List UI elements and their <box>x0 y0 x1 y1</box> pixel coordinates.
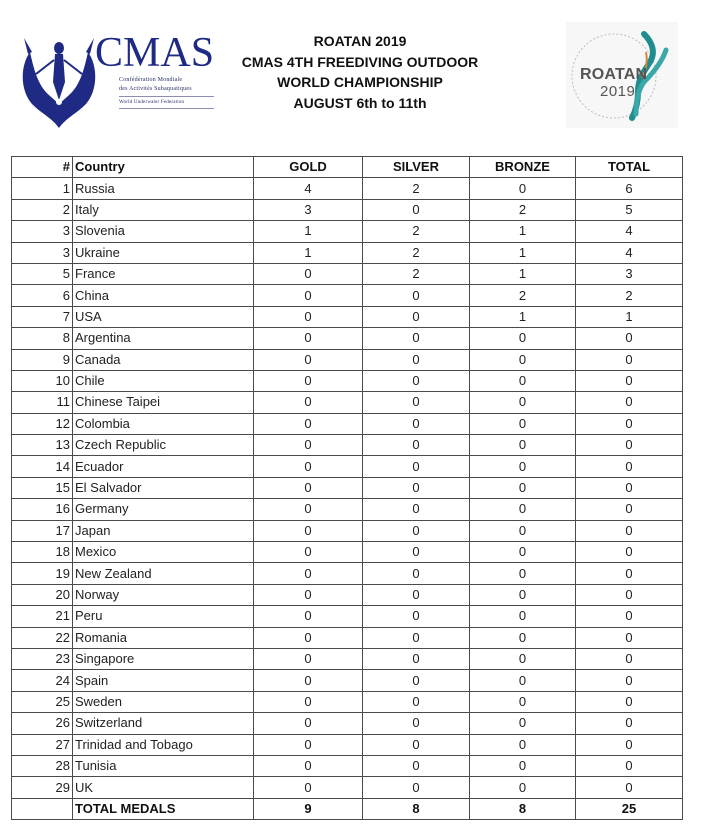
gold-cell: 0 <box>254 648 363 669</box>
silver-cell: 0 <box>363 499 470 520</box>
rank-cell: 7 <box>12 306 73 327</box>
rank-cell: 28 <box>12 755 73 776</box>
table-row <box>12 242 683 263</box>
silver-cell: 0 <box>363 370 470 391</box>
table-row <box>12 542 683 563</box>
table-row <box>12 349 683 370</box>
silver-cell: 2 <box>363 242 470 263</box>
gold-cell: 0 <box>254 734 363 755</box>
column-header-silver: SILVER <box>363 157 470 178</box>
country-cell: Colombia <box>73 413 254 434</box>
total-cell: 0 <box>576 670 683 691</box>
cmas-divider <box>119 96 214 97</box>
bronze-cell: 0 <box>470 691 576 712</box>
total-cell: 0 <box>576 563 683 584</box>
table-row <box>12 263 683 284</box>
bronze-cell: 0 <box>470 178 576 199</box>
country-cell: Switzerland <box>73 713 254 734</box>
silver-cell: 0 <box>363 520 470 541</box>
table-body <box>12 178 683 798</box>
total-cell: 0 <box>576 435 683 456</box>
silver-cell: 0 <box>363 435 470 456</box>
total-cell: 0 <box>576 499 683 520</box>
gold-cell: 0 <box>254 285 363 306</box>
table-row <box>12 691 683 712</box>
rank-cell: 14 <box>12 456 73 477</box>
event-title-line: AUGUST 6th to 11th <box>293 94 427 111</box>
country-cell: Japan <box>73 520 254 541</box>
table-row <box>12 477 683 498</box>
country-cell: Italy <box>73 199 254 220</box>
event-title-line: ROATAN 2019 <box>313 33 407 49</box>
bronze-cell: 1 <box>470 263 576 284</box>
bronze-cell: 0 <box>470 349 576 370</box>
roatan-logo-year: 2019 <box>600 83 636 100</box>
gold-cell: 0 <box>254 306 363 327</box>
rank-cell: 8 <box>12 328 73 349</box>
rank-cell: 24 <box>12 670 73 691</box>
silver-cell: 0 <box>363 413 470 434</box>
total-medals-row <box>12 798 683 819</box>
table-row <box>12 734 683 755</box>
bronze-cell: 0 <box>470 755 576 776</box>
silver-cell: 0 <box>363 755 470 776</box>
bronze-cell: 0 <box>470 370 576 391</box>
country-cell: Russia <box>73 178 254 199</box>
gold-cell: 0 <box>254 713 363 734</box>
silver-cell: 0 <box>363 670 470 691</box>
total-cell: 0 <box>576 691 683 712</box>
gold-cell: 0 <box>254 349 363 370</box>
bronze-cell: 0 <box>470 777 576 798</box>
country-cell: Germany <box>73 499 254 520</box>
country-cell: New Zealand <box>73 563 254 584</box>
cmas-wordmark: CMAS <box>95 30 215 76</box>
table-row <box>12 221 683 242</box>
bronze-cell: 2 <box>470 199 576 220</box>
rank-cell: 13 <box>12 435 73 456</box>
country-cell: UK <box>73 777 254 798</box>
table-row <box>12 584 683 605</box>
total-cell: 1 <box>576 306 683 327</box>
country-cell: Canada <box>73 349 254 370</box>
country-cell: El Salvador <box>73 477 254 498</box>
cmas-subtitle-line3: World Underwater Federation <box>119 100 185 105</box>
country-cell: Singapore <box>73 648 254 669</box>
total-cell: 0 <box>576 477 683 498</box>
rank-cell: 12 <box>12 413 73 434</box>
country-cell: Czech Republic <box>73 435 254 456</box>
silver-cell: 0 <box>363 606 470 627</box>
bronze-cell: 2 <box>470 285 576 306</box>
total-cell: 2 <box>576 285 683 306</box>
gold-cell: 0 <box>254 755 363 776</box>
rank-cell: 18 <box>12 542 73 563</box>
table-row <box>12 713 683 734</box>
gold-cell: 0 <box>254 435 363 456</box>
table-row <box>12 285 683 306</box>
roatan-logo-name: ROATAN <box>580 66 648 83</box>
country-cell: Sweden <box>73 691 254 712</box>
column-header-rank: # <box>12 157 73 178</box>
country-cell: USA <box>73 306 254 327</box>
country-cell: Spain <box>73 670 254 691</box>
roatan-2019-logo <box>566 22 678 128</box>
country-cell: Mexico <box>73 542 254 563</box>
country-cell: Chile <box>73 370 254 391</box>
rank-cell: 1 <box>12 178 73 199</box>
total-cell: 0 <box>576 755 683 776</box>
column-header-bronze: BRONZE <box>470 157 576 178</box>
rank-cell: 3 <box>12 221 73 242</box>
total-cell: 0 <box>576 328 683 349</box>
rank-cell: 9 <box>12 349 73 370</box>
silver-cell: 0 <box>363 713 470 734</box>
table-row <box>12 178 683 199</box>
table-row <box>12 563 683 584</box>
silver-cell: 0 <box>363 563 470 584</box>
rank-cell: 27 <box>12 734 73 755</box>
cmas-divider <box>119 108 214 109</box>
bronze-cell: 0 <box>470 670 576 691</box>
silver-cell: 0 <box>363 349 470 370</box>
rank-cell: 21 <box>12 606 73 627</box>
total-cell: 5 <box>576 199 683 220</box>
rank-cell: 25 <box>12 691 73 712</box>
table-row <box>12 199 683 220</box>
total-total: 25 <box>576 798 683 819</box>
country-cell: Ecuador <box>73 456 254 477</box>
silver-cell: 0 <box>363 734 470 755</box>
gold-cell: 0 <box>254 691 363 712</box>
bronze-cell: 0 <box>470 713 576 734</box>
rank-cell: 17 <box>12 520 73 541</box>
gold-cell: 0 <box>254 670 363 691</box>
table-row <box>12 328 683 349</box>
silver-cell: 0 <box>363 306 470 327</box>
country-cell: Ukraine <box>73 242 254 263</box>
gold-cell: 0 <box>254 563 363 584</box>
event-title-line: CMAS 4TH FREEDIVING OUTDOOR <box>241 53 479 70</box>
gold-cell: 0 <box>254 413 363 434</box>
total-silver: 8 <box>363 798 470 819</box>
silver-cell: 2 <box>363 221 470 242</box>
rank-cell: 6 <box>12 285 73 306</box>
gold-cell: 0 <box>254 499 363 520</box>
silver-cell: 0 <box>363 392 470 413</box>
table-row <box>12 606 683 627</box>
total-cell: 0 <box>576 777 683 798</box>
event-title <box>230 31 490 113</box>
rank-cell: 26 <box>12 713 73 734</box>
total-cell: 4 <box>576 242 683 263</box>
rank-cell: 11 <box>12 392 73 413</box>
gold-cell: 0 <box>254 606 363 627</box>
total-bronze: 8 <box>470 798 576 819</box>
rank-cell: 29 <box>12 777 73 798</box>
cmas-subtitle-line2: des Activités Subaquatiques <box>119 86 192 92</box>
total-cell: 0 <box>576 713 683 734</box>
gold-cell: 1 <box>254 242 363 263</box>
total-cell: 0 <box>576 606 683 627</box>
country-cell: Peru <box>73 606 254 627</box>
country-cell: Norway <box>73 584 254 605</box>
country-cell: Trinidad and Tobago <box>73 734 254 755</box>
country-cell: China <box>73 285 254 306</box>
table-row <box>12 755 683 776</box>
column-header-total: TOTAL <box>576 157 683 178</box>
country-cell: Chinese Taipei <box>73 392 254 413</box>
table-row <box>12 648 683 669</box>
bronze-cell: 0 <box>470 606 576 627</box>
silver-cell: 0 <box>363 477 470 498</box>
rank-cell: 23 <box>12 648 73 669</box>
silver-cell: 0 <box>363 285 470 306</box>
silver-cell: 0 <box>363 648 470 669</box>
total-rank-cell <box>12 798 73 819</box>
bronze-cell: 0 <box>470 584 576 605</box>
silver-cell: 2 <box>363 263 470 284</box>
gold-cell: 1 <box>254 221 363 242</box>
silver-cell: 0 <box>363 777 470 798</box>
gold-cell: 3 <box>254 199 363 220</box>
rank-cell: 3 <box>12 242 73 263</box>
country-cell: Argentina <box>73 328 254 349</box>
silver-cell: 0 <box>363 627 470 648</box>
silver-cell: 0 <box>363 584 470 605</box>
table-row <box>12 370 683 391</box>
total-cell: 0 <box>576 392 683 413</box>
total-cell: 0 <box>576 349 683 370</box>
total-cell: 0 <box>576 584 683 605</box>
country-cell: Tunisia <box>73 755 254 776</box>
rank-cell: 2 <box>12 199 73 220</box>
table-row <box>12 306 683 327</box>
rank-cell: 10 <box>12 370 73 391</box>
total-label: TOTAL MEDALS <box>73 798 254 819</box>
event-title-line: WORLD CHAMPIONSHIP <box>277 74 443 90</box>
total-cell: 0 <box>576 542 683 563</box>
gold-cell: 0 <box>254 370 363 391</box>
bronze-cell: 0 <box>470 648 576 669</box>
bronze-cell: 0 <box>470 435 576 456</box>
gold-cell: 0 <box>254 263 363 284</box>
total-cell: 0 <box>576 734 683 755</box>
gold-cell: 0 <box>254 584 363 605</box>
rank-cell: 20 <box>12 584 73 605</box>
table-row <box>12 520 683 541</box>
table-row <box>12 499 683 520</box>
gold-cell: 0 <box>254 542 363 563</box>
total-cell: 0 <box>576 413 683 434</box>
table-row <box>12 670 683 691</box>
total-cell: 0 <box>576 456 683 477</box>
gold-cell: 4 <box>254 178 363 199</box>
rank-cell: 22 <box>12 627 73 648</box>
total-cell: 0 <box>576 520 683 541</box>
bronze-cell: 0 <box>470 456 576 477</box>
table-header-row <box>12 157 683 178</box>
rank-cell: 15 <box>12 477 73 498</box>
total-gold: 9 <box>254 798 363 819</box>
bronze-cell: 0 <box>470 413 576 434</box>
silver-cell: 0 <box>363 542 470 563</box>
bronze-cell: 0 <box>470 477 576 498</box>
table-row <box>12 392 683 413</box>
silver-cell: 2 <box>363 178 470 199</box>
bronze-cell: 0 <box>470 563 576 584</box>
bronze-cell: 0 <box>470 734 576 755</box>
gold-cell: 0 <box>254 477 363 498</box>
medal-table <box>11 156 683 820</box>
country-cell: Romania <box>73 627 254 648</box>
table-row <box>12 413 683 434</box>
bronze-cell: 0 <box>470 542 576 563</box>
table-row <box>12 456 683 477</box>
table-row <box>12 777 683 798</box>
total-cell: 4 <box>576 221 683 242</box>
table-row <box>12 627 683 648</box>
total-cell: 6 <box>576 178 683 199</box>
gold-cell: 0 <box>254 520 363 541</box>
total-cell: 3 <box>576 263 683 284</box>
table-row <box>12 435 683 456</box>
gold-cell: 0 <box>254 627 363 648</box>
gold-cell: 0 <box>254 456 363 477</box>
bronze-cell: 0 <box>470 627 576 648</box>
bronze-cell: 0 <box>470 392 576 413</box>
country-cell: Slovenia <box>73 221 254 242</box>
gold-cell: 0 <box>254 777 363 798</box>
page-header <box>0 0 720 150</box>
silver-cell: 0 <box>363 199 470 220</box>
bronze-cell: 1 <box>470 306 576 327</box>
bronze-cell: 0 <box>470 499 576 520</box>
cmas-subtitle-line1: Confédération Mondiale <box>119 77 183 83</box>
bronze-cell: 1 <box>470 221 576 242</box>
cmas-mermaid-emblem-icon <box>18 30 100 130</box>
bronze-cell: 1 <box>470 242 576 263</box>
column-header-country: Country <box>73 157 254 178</box>
total-cell: 0 <box>576 648 683 669</box>
gold-cell: 0 <box>254 392 363 413</box>
gold-cell: 0 <box>254 328 363 349</box>
rank-cell: 19 <box>12 563 73 584</box>
total-cell: 0 <box>576 627 683 648</box>
column-header-gold: GOLD <box>254 157 363 178</box>
rank-cell: 5 <box>12 263 73 284</box>
bronze-cell: 0 <box>470 328 576 349</box>
country-cell: France <box>73 263 254 284</box>
total-cell: 0 <box>576 370 683 391</box>
silver-cell: 0 <box>363 691 470 712</box>
rank-cell: 16 <box>12 499 73 520</box>
cmas-logo <box>18 30 218 130</box>
bronze-cell: 0 <box>470 520 576 541</box>
silver-cell: 0 <box>363 328 470 349</box>
silver-cell: 0 <box>363 456 470 477</box>
